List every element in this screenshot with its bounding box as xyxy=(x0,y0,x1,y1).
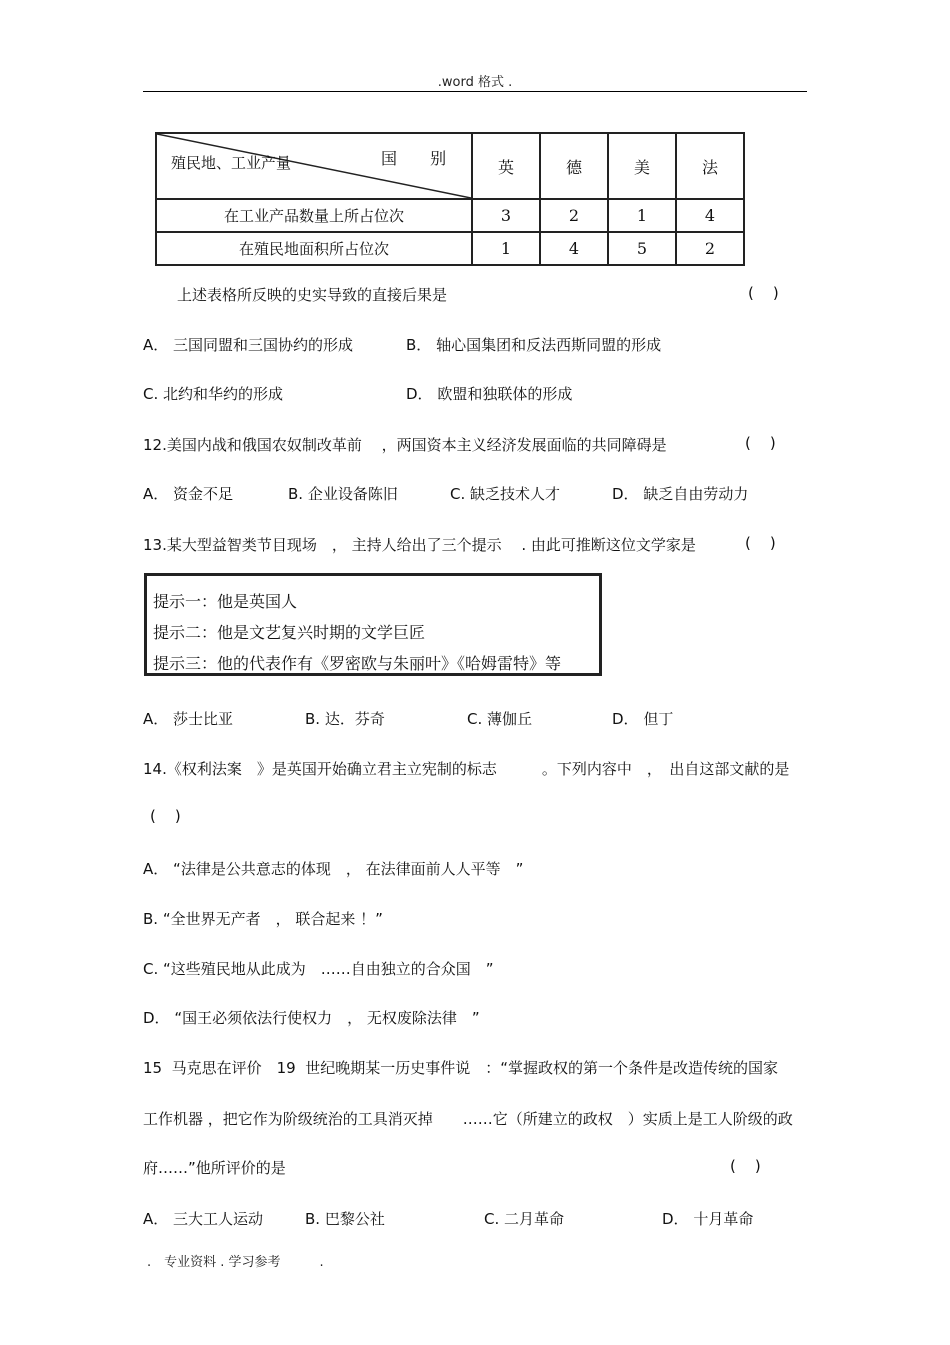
hint-line: 提示二：他是文艺复兴时期的文学巨匠 xyxy=(153,623,426,642)
corner-label-country: 国 别 xyxy=(381,149,461,168)
q13-option-b xyxy=(305,708,385,729)
q15-option-a xyxy=(143,1208,263,1229)
table-cell: 4 xyxy=(540,232,608,265)
country-header: 英 xyxy=(472,133,540,199)
table-cell: 2 xyxy=(540,199,608,232)
option-key: A． xyxy=(143,485,169,503)
q12-option-d xyxy=(612,483,748,504)
option-text: 巴黎公社 xyxy=(324,1210,385,1228)
option-text: 但丁 xyxy=(643,710,674,728)
table-corner-cell xyxy=(156,133,472,199)
page-footer: . 专业资料 . 学习参考 . xyxy=(147,1255,324,1270)
option-key: D． xyxy=(612,710,639,728)
option-key: C. xyxy=(143,385,159,403)
table-cell: 1 xyxy=(472,232,540,265)
option-text: 达．芬奇 xyxy=(324,710,385,728)
q14-option-b xyxy=(143,908,383,929)
option-key: A． xyxy=(143,336,169,354)
option-text: 北约和华约的形成 xyxy=(163,385,284,403)
option-text: 三国同盟和三国协约的形成 xyxy=(173,336,354,354)
option-key: A． xyxy=(143,1210,169,1228)
q11-option-b xyxy=(406,334,661,355)
option-key: C. xyxy=(450,485,466,503)
option-text: 二月革命 xyxy=(504,1210,565,1228)
option-key: C. xyxy=(484,1210,500,1228)
colony-industry-table-image xyxy=(143,122,755,262)
q12-stem: 12.美国内战和俄国农奴制改革前 ，两国资本主义经济发展面临的共同障碍是 xyxy=(143,436,667,454)
hint-line: 提示一：他是英国人 xyxy=(153,592,298,611)
option-text: 十月革命 xyxy=(693,1210,754,1228)
q14-option-c xyxy=(143,958,494,979)
q12-option-a xyxy=(143,483,233,504)
hint-box xyxy=(144,573,602,676)
country-header: 美 xyxy=(608,133,676,199)
country-header: 法 xyxy=(676,133,744,199)
option-key: D． xyxy=(662,1210,689,1228)
table-cell: 4 xyxy=(676,199,744,232)
option-text: 三大工人运动 xyxy=(173,1210,264,1228)
q15-answer-paren: ( ) xyxy=(730,1157,761,1175)
q13-option-a xyxy=(143,708,233,729)
q11-option-d xyxy=(406,383,572,404)
colony-industry-table xyxy=(155,132,745,266)
option-key: C. xyxy=(143,960,159,978)
q15-stem-line2: 工作机器 ，把它作为阶级统治的工具消灭掉 ……它（所建立的政权 ）实质上是工人阶级的政 xyxy=(143,1110,793,1128)
option-text: “全世界无产者 ， 联合起来 ！” xyxy=(162,910,383,928)
page-header: .word 格式 . xyxy=(437,75,513,90)
option-key: B． xyxy=(406,336,432,354)
option-text: 莎士比亚 xyxy=(173,710,234,728)
q15-option-b xyxy=(305,1208,385,1229)
option-key: D． xyxy=(143,1009,170,1027)
q13-option-d xyxy=(612,708,673,729)
q15-stem-line3: 府……”他所评价的是 xyxy=(143,1159,286,1177)
country-header: 德 xyxy=(540,133,608,199)
row-label: 在殖民地面积所占位次 xyxy=(156,232,472,265)
option-text: “这些殖民地从此成为 ……自由独立的合众国 ” xyxy=(163,960,494,978)
q14-option-a xyxy=(143,858,523,879)
option-text: 企业设备陈旧 xyxy=(307,485,398,503)
option-text: 缺乏自由劳动力 xyxy=(643,485,749,503)
option-key: D． xyxy=(612,485,639,503)
row-label: 在工业产品数量上所占位次 xyxy=(156,199,472,232)
option-key: B. xyxy=(305,1210,321,1228)
option-key: C. xyxy=(467,710,483,728)
option-text: 资金不足 xyxy=(173,485,234,503)
option-key: A． xyxy=(143,710,169,728)
q15-option-c xyxy=(484,1208,564,1229)
q11-answer-paren: ( ) xyxy=(748,284,779,302)
q13-answer-paren: ( ) xyxy=(745,534,776,552)
q12-option-b xyxy=(288,483,398,504)
header-rule xyxy=(143,91,807,92)
q15-option-d xyxy=(662,1208,753,1229)
option-text: “法律是公共意志的体现 ， 在法律面前人人平等 ” xyxy=(173,860,524,878)
q15-stem-line1: 15 马克思在评价 19 世纪晚期某一历史事件说 ：“掌握政权的第一个条件是改造传统的国家 xyxy=(143,1059,779,1077)
table-cell: 5 xyxy=(608,232,676,265)
q14-answer-paren: ( ) xyxy=(150,807,181,825)
q13-stem: 13.某大型益智类节目现场 ， 主持人给出了三个提示 . 由此可推断这位文学家是 xyxy=(143,536,696,554)
option-key: B. xyxy=(288,485,304,503)
corner-label-category: 殖民地、工业产量 xyxy=(171,154,292,172)
q12-option-c xyxy=(450,483,560,504)
option-text: 欧盟和独联体的形成 xyxy=(437,385,573,403)
option-key: A． xyxy=(143,860,169,878)
hint-line: 提示三：他的代表作有《罗密欧与朱丽叶》《哈姆雷特》等 xyxy=(153,654,562,673)
table-cell: 2 xyxy=(676,232,744,265)
option-key: D． xyxy=(406,385,433,403)
q14-option-d xyxy=(143,1007,480,1028)
option-text: 轴心国集团和反法西斯同盟的形成 xyxy=(436,336,662,354)
table-cell: 3 xyxy=(472,199,540,232)
q11-option-a xyxy=(143,334,353,355)
q13-option-c xyxy=(467,708,532,729)
q12-answer-paren: ( ) xyxy=(745,434,776,452)
q11-option-c xyxy=(143,383,283,404)
q11-stem: 上述表格所反映的史实导致的直接后果是 xyxy=(177,286,448,304)
q14-stem: 14.《权利法案 》是英国开始确立君主立宪制的标志 。下列内容中 ， 出自这部文献的是 xyxy=(143,760,790,778)
option-text: 缺乏技术人才 xyxy=(470,485,561,503)
option-key: B. xyxy=(143,910,159,928)
table-cell: 1 xyxy=(608,199,676,232)
option-text: “国王必须依法行使权力 ， 无权废除法律 ” xyxy=(174,1009,480,1027)
option-text: 薄伽丘 xyxy=(487,710,533,728)
option-key: B. xyxy=(305,710,321,728)
